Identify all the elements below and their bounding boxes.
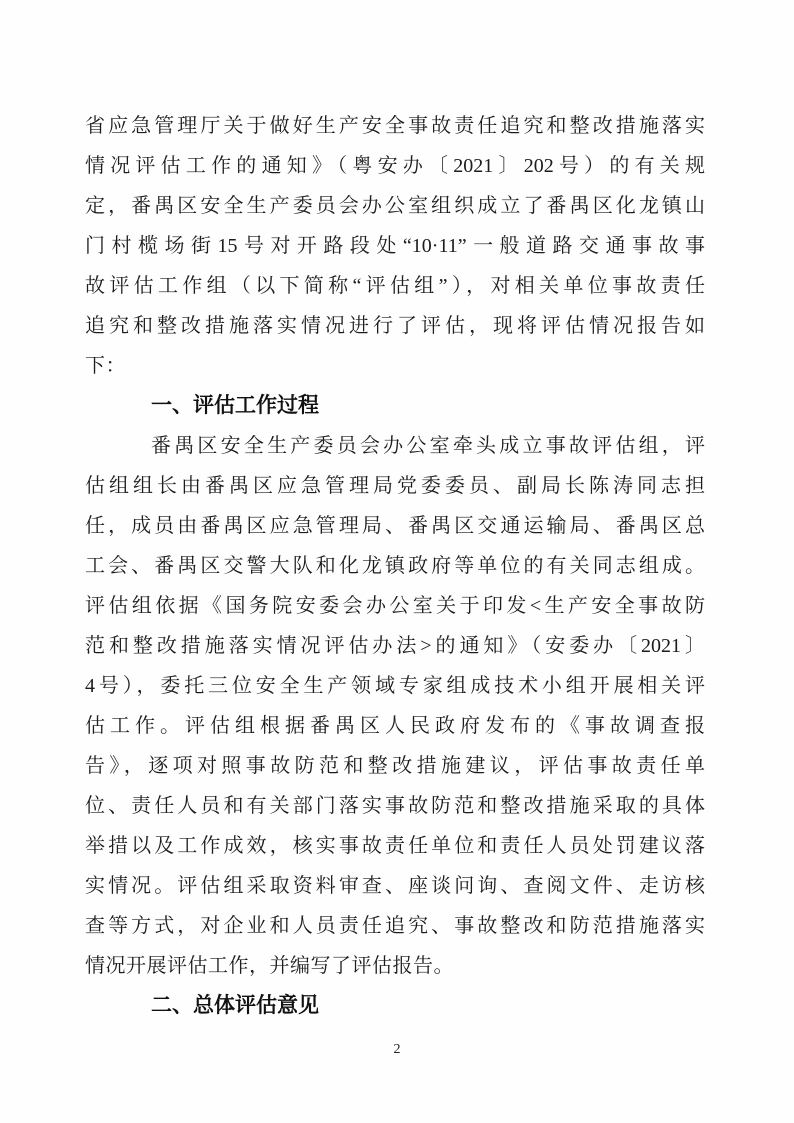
text-line: 4号），委托三位安全生产领域专家组成技术小组开展相关评 [85,675,705,697]
text-line: 位、责任人员和有关部门落实事故防范和整改措施采取的具体 [85,795,705,817]
text-line: 范和整改措施落实情况评估办法>的通知》（安委办〔2021〕 [85,635,705,657]
text-line: 故评估工作组（以下简称“评估组”），对相关单位事故责任 [85,275,705,297]
text-line: 门村榄场街15号对开路段处“10·11”一般道路交通事故事 [85,235,705,257]
text-line: 任，成员由番禺区应急管理局、番禺区交通运输局、番禺区总 [85,515,705,537]
text-line: 下： [85,355,126,377]
text-line: 查等方式，对企业和人员责任追究、事故整改和防范措施落实 [85,915,705,937]
text-line: 告》，逐项对照事故防范和整改措施建议，评估事故责任单 [85,755,705,777]
text-line: 举措以及工作成效，核实事故责任单位和责任人员处罚建议落 [85,835,705,857]
section-heading: 二、总体评估意见 [151,994,319,1017]
text-line: 省应急管理厅关于做好生产安全事故责任追究和整改措施落实 [85,115,705,137]
text-line: 实情况。评估组采取资料审查、座谈问询、查阅文件、走访核 [85,875,705,897]
text-line: 估工作。评估组根据番禺区人民政府发布的《事故调查报 [85,715,705,737]
text-line: 追究和整改措施落实情况进行了评估，现将评估情况报告如 [85,315,705,337]
section-heading: 一、评估工作过程 [151,394,319,417]
text-line: 情况开展评估工作，并编写了评估报告。 [85,955,454,977]
text-line: 工会、番禺区交警大队和化龙镇政府等单位的有关同志组成。 [85,555,705,577]
text-line: 定，番禺区安全生产委员会办公室组织成立了番禺区化龙镇山 [85,195,705,217]
text-line: 估组组长由番禺区应急管理局党委委员、副局长陈涛同志担 [85,475,705,497]
text-line: 评估组依据《国务院安委会办公室关于印发<生产安全事故防 [85,595,705,617]
text-line: 情况评估工作的通知》（粤安办〔2021〕202号）的有关规 [85,155,705,177]
document-body [85,106,705,1026]
page-number: 2 [393,1042,401,1057]
text-line: 番禺区安全生产委员会办公室牵头成立事故评估组，评 [151,435,705,457]
